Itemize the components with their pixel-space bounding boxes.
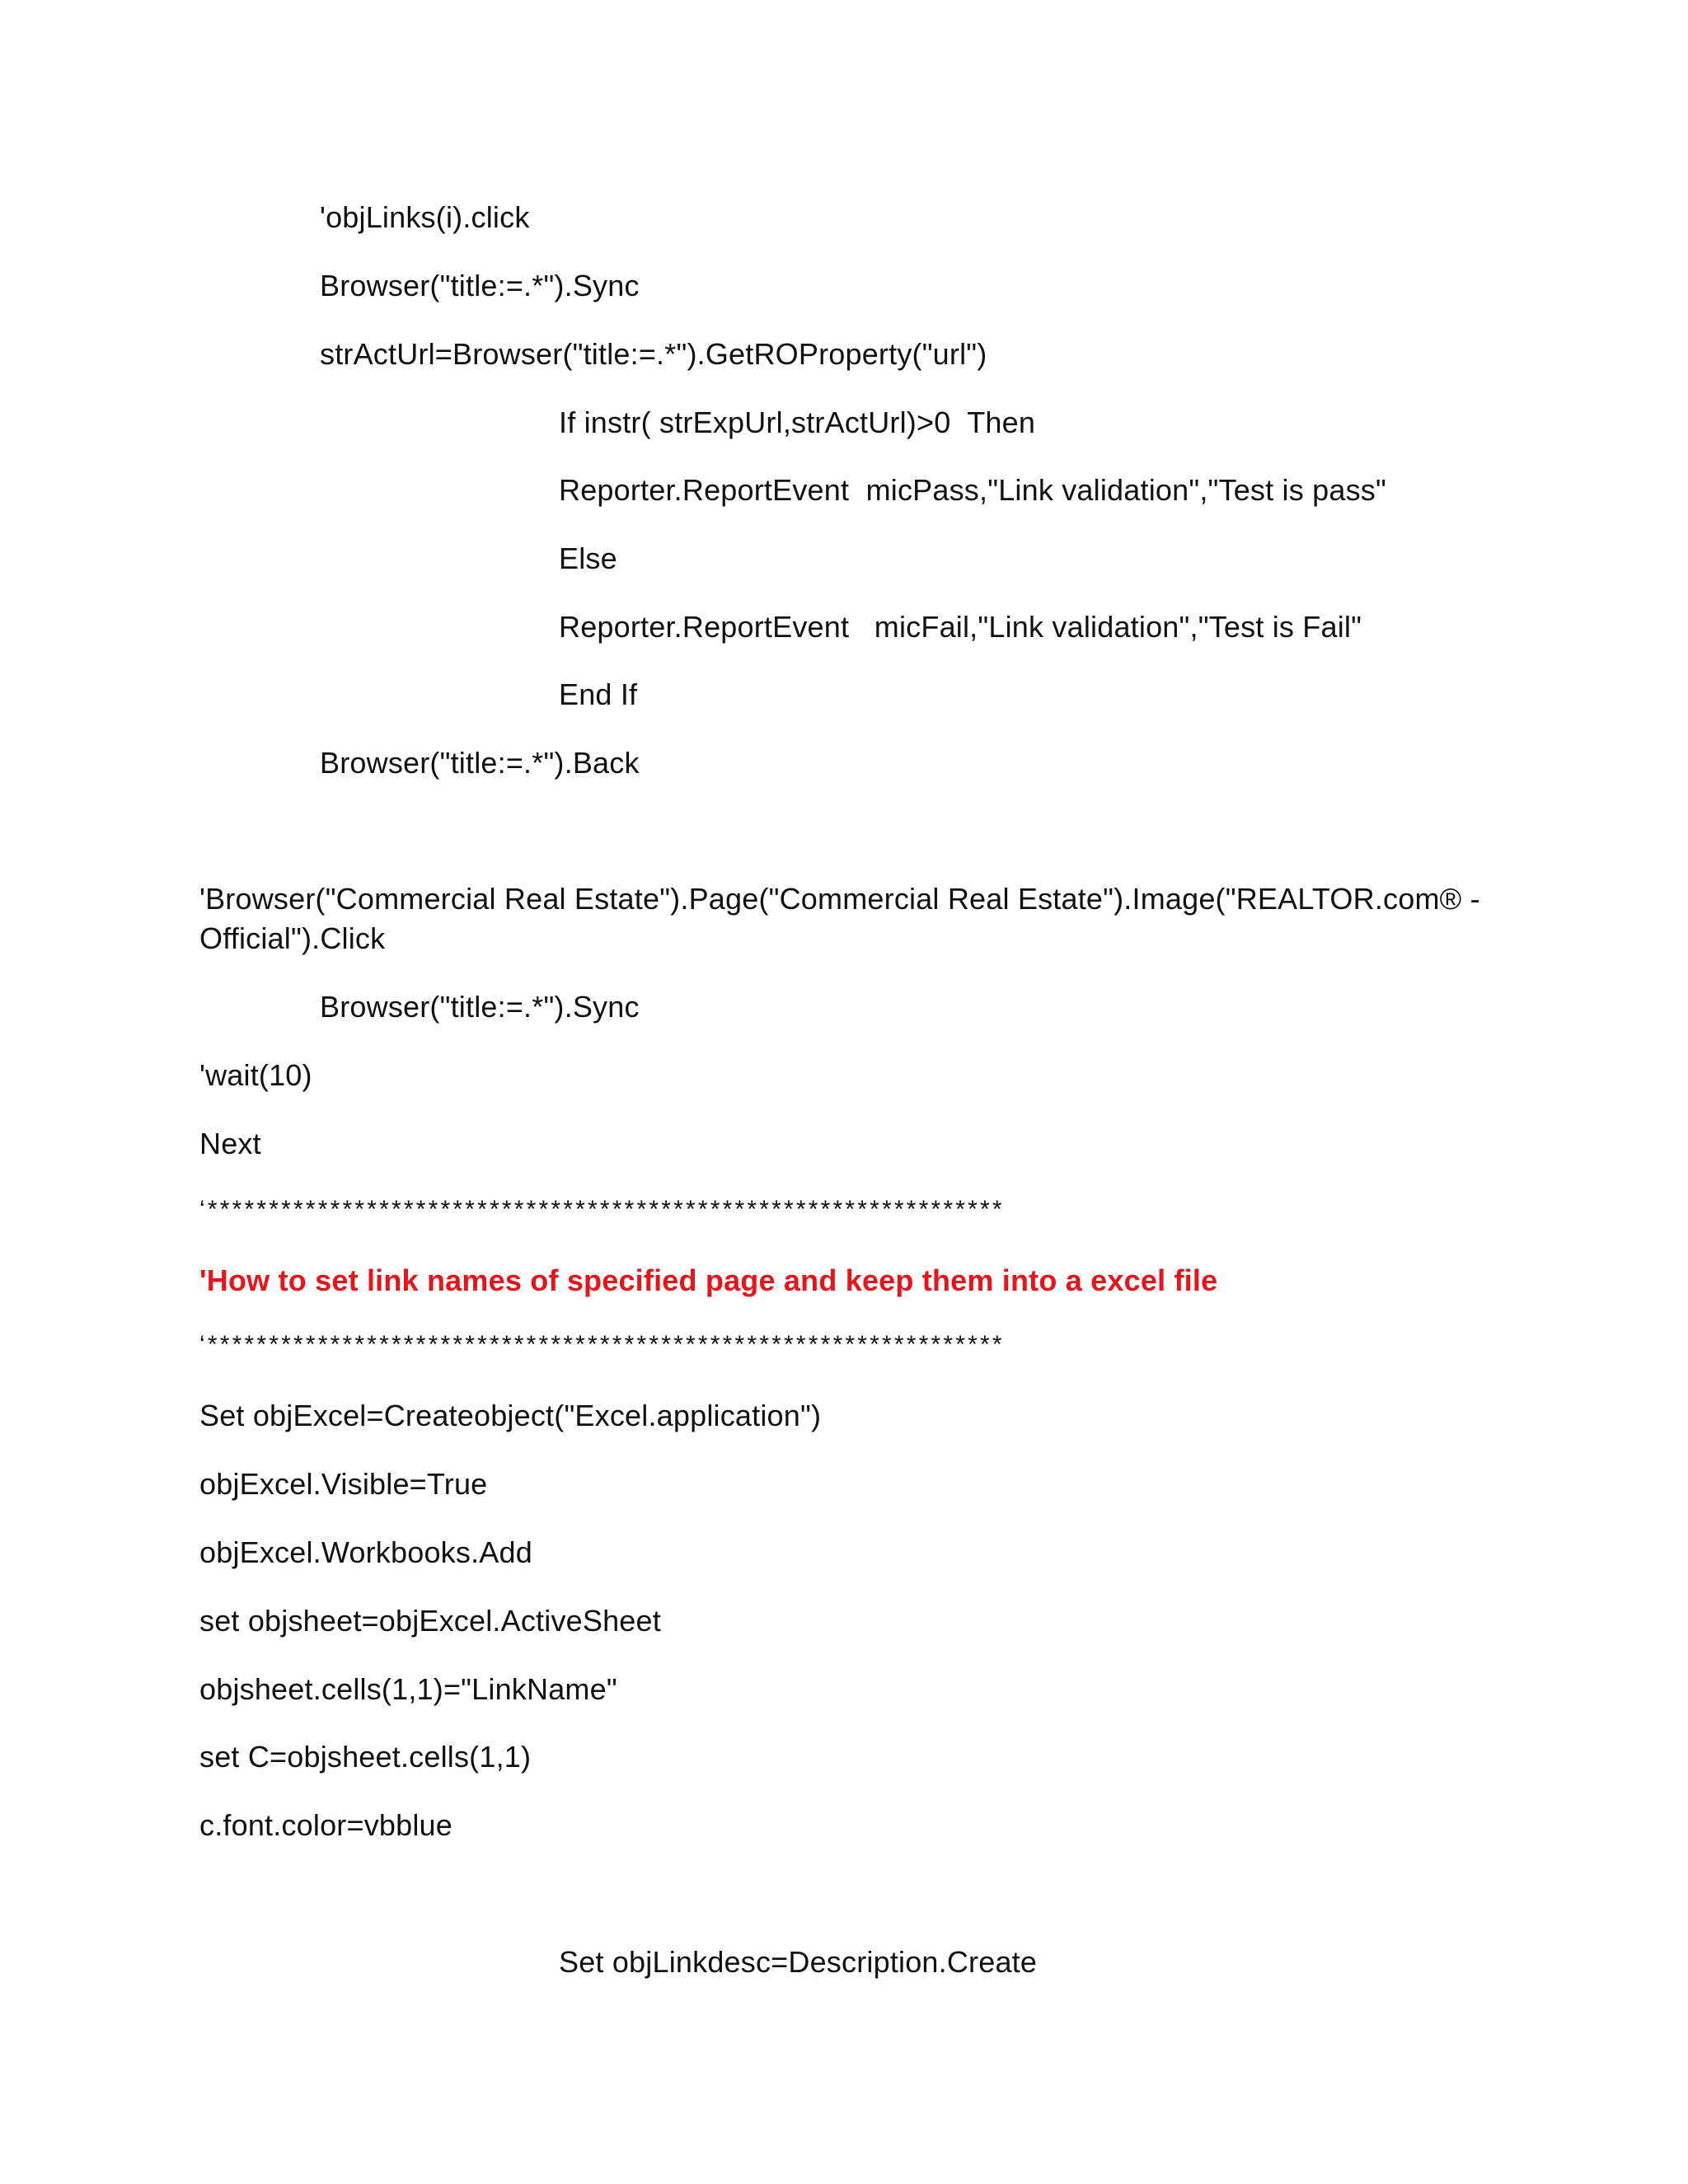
code-line: 'objLinks(i).click (320, 200, 530, 234)
code-line: set objsheet=objExcel.ActiveSheet (199, 1604, 661, 1638)
code-line: End If (559, 677, 638, 711)
code-line: Browser("title:=.*").Back (320, 746, 640, 780)
code-line: 'wait(10) (199, 1058, 312, 1092)
code-line: Set objLinkdesc=Description.Create (559, 1945, 1038, 1979)
code-line: objExcel.Workbooks.Add (199, 1535, 532, 1569)
separator-line: ‘***************************************************************** (199, 1196, 1005, 1223)
code-line: Reporter.ReportEvent micPass,"Link validation","Test is pass" (559, 473, 1386, 507)
code-line: Set objExcel=Createobject("Excel.application") (199, 1399, 822, 1432)
code-line: set C=objsheet.cells(1,1) (199, 1740, 532, 1774)
code-line-wrapped: 'Browser("Commercial Real Estate").Page("Commercial Real Estate").Image("REALTOR.com® - Official").Click (199, 882, 1480, 955)
code-line: Next (199, 1127, 261, 1160)
code-line: If instr( strExpUrl,strActUrl)>0 Then (559, 405, 1036, 439)
code-line: objsheet.cells(1,1)="LinkName" (199, 1672, 617, 1706)
code-line: Reporter.ReportEvent micFail,"Link validation","Test is Fail" (559, 610, 1362, 644)
code-line: Browser("title:=.*").Sync (320, 269, 640, 302)
code-line: Else (559, 541, 617, 575)
code-line: objExcel.Visible=True (199, 1467, 488, 1501)
code-line: c.font.color=vbblue (199, 1808, 452, 1842)
code-line: strActUrl=Browser("title:=.*").GetROProperty("url") (320, 337, 987, 371)
separator-line: ‘***************************************************************** (199, 1331, 1005, 1358)
code-line: Browser("title:=.*").Sync (320, 990, 640, 1024)
section-heading: 'How to set link names of specified page and keep them into a excel file (199, 1263, 1218, 1297)
